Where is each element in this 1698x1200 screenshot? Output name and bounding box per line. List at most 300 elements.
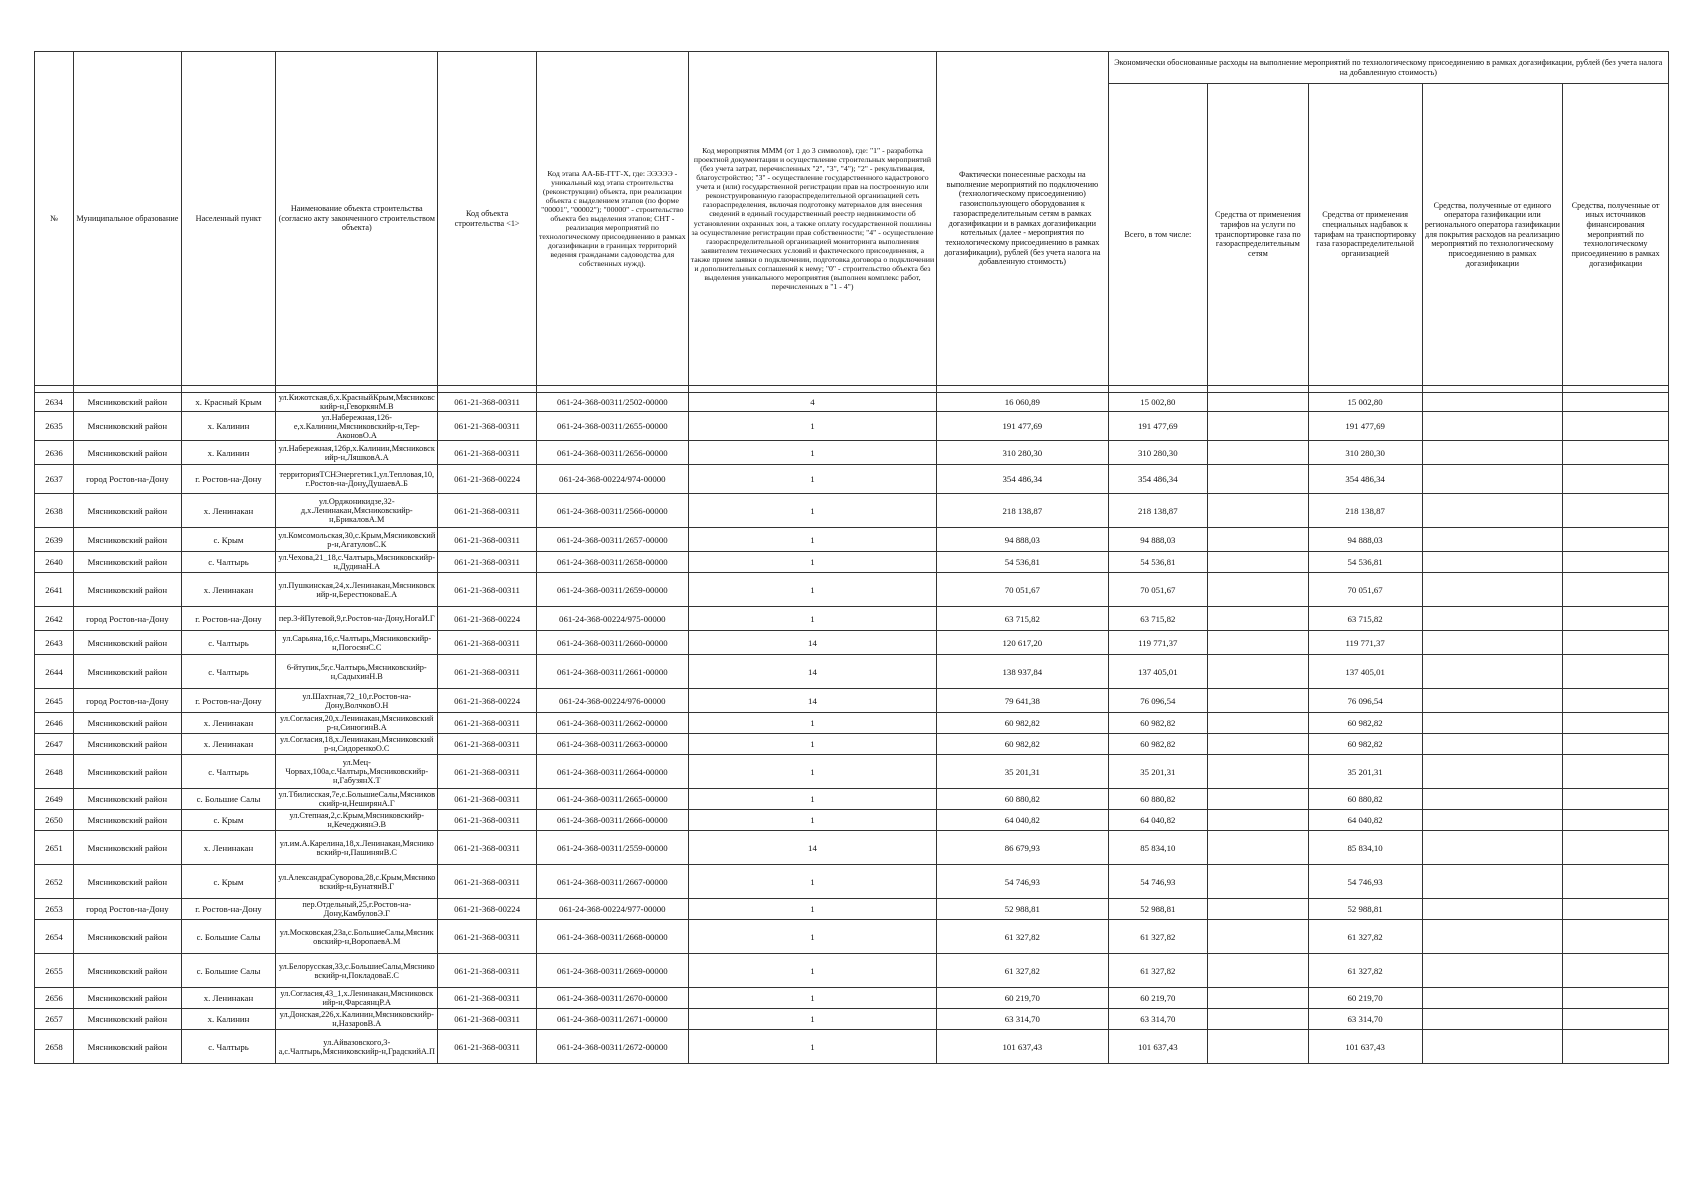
table-body	[35, 386, 1669, 1064]
cell-actual-costs: 191 477,69	[937, 412, 1108, 441]
cell-stage-code: 061-24-368-00224/977-00000	[536, 899, 688, 920]
table-row	[35, 810, 1669, 831]
cell-object-name: ул.Сарьяна,16,с.Чалтырь,Мясниковскийр-н,ПогосянС.С	[276, 631, 438, 655]
cell-other-funds	[1563, 899, 1669, 920]
cell-tariff-funds	[1208, 988, 1309, 1009]
cell-object-name: территорияТСНЭнергетик1,ул.Тепловая,10,г.Ростов-на-Дону,ДушаевА.Б	[276, 465, 438, 494]
cell-operator-funds	[1422, 1030, 1563, 1064]
cell-object-code: 061-21-368-00311	[438, 631, 537, 655]
cell-event-code: 1	[688, 412, 936, 441]
cell-operator-funds	[1422, 412, 1563, 441]
cell-stage-code: 061-24-368-00311/2663-00000	[536, 734, 688, 755]
table-row	[35, 789, 1669, 810]
cell-surcharge-funds: 54 536,81	[1308, 552, 1422, 573]
cell-total: 35 201,31	[1108, 755, 1208, 789]
table-row	[35, 713, 1669, 734]
dogasification-costs-table	[34, 51, 1669, 1064]
header-object-code: Код объекта строительства <1>	[438, 52, 537, 386]
table-row	[35, 631, 1669, 655]
cell-num: 2645	[35, 689, 74, 713]
cell-operator-funds	[1422, 607, 1563, 631]
table-row	[35, 607, 1669, 631]
cell-num: 2652	[35, 865, 74, 899]
cell-tariff-funds	[1208, 441, 1309, 465]
cell-operator-funds	[1422, 920, 1563, 954]
cell-total: 52 988,81	[1108, 899, 1208, 920]
cell-total: 15 002,80	[1108, 393, 1208, 412]
cell-total: 61 327,82	[1108, 954, 1208, 988]
cell-actual-costs: 310 280,30	[937, 441, 1108, 465]
table-row	[35, 1030, 1669, 1064]
cell-object-name: ул.Пушкинская,24,х.Ленинакан,Мясниковскийр-н,БерестюковаЕ.А	[276, 573, 438, 607]
cell-municipality: город Ростов-на-Дону	[74, 607, 182, 631]
cell-operator-funds	[1422, 689, 1563, 713]
cell-object-name: пер.Отдельный,25,г.Ростов-на-Дону,КамбуловЭ.Г	[276, 899, 438, 920]
cell-settlement: с. Чалтырь	[181, 755, 275, 789]
cell-total: 191 477,69	[1108, 412, 1208, 441]
cell-surcharge-funds: 60 219,70	[1308, 988, 1422, 1009]
table-row	[35, 920, 1669, 954]
header-total: Всего, в том числе:	[1108, 84, 1208, 386]
cell-settlement: х. Ленинакан	[181, 831, 275, 865]
cell-stage-code: 061-24-368-00224/974-00000	[536, 465, 688, 494]
cell-tariff-funds	[1208, 920, 1309, 954]
header-municipality: Муниципальное образование	[74, 52, 182, 386]
cell-settlement: с. Чалтырь	[181, 552, 275, 573]
cell-actual-costs: 86 679,93	[937, 831, 1108, 865]
cell-municipality: Мясниковский район	[74, 755, 182, 789]
cell-operator-funds	[1422, 810, 1563, 831]
header-tariff-funds: Средства от применения тарифов на услуги по транспортировке газа по газораспределительным сетям	[1208, 84, 1309, 386]
cell-municipality: Мясниковский район	[74, 631, 182, 655]
cell-stage-code: 061-24-368-00311/2666-00000	[536, 810, 688, 831]
cell-total: 61 327,82	[1108, 920, 1208, 954]
cell-event-code: 1	[688, 607, 936, 631]
cell-surcharge-funds: 85 834,10	[1308, 831, 1422, 865]
cell-operator-funds	[1422, 789, 1563, 810]
cell-stage-code: 061-24-368-00311/2657-00000	[536, 528, 688, 552]
cell-object-code: 061-21-368-00224	[438, 607, 537, 631]
cell-object-name: ул.Айвазовского,3-а,с.Чалтырь,Мясниковскийр-н,ГрадскийА.П	[276, 1030, 438, 1064]
header-other-funds: Средства, полученные от иных источников финансирования мероприятий по технологическому присоединению в рамках догазификации	[1563, 84, 1669, 386]
cell-object-code: 061-21-368-00311	[438, 988, 537, 1009]
cell-object-code: 061-21-368-00224	[438, 689, 537, 713]
cell-object-name: ул.Мец-Чорвах,100а,с.Чалтырь,Мясниковскийр-н,ГабузянХ.Т	[276, 755, 438, 789]
cell-num: 2634	[35, 393, 74, 412]
cell-operator-funds	[1422, 988, 1563, 1009]
cell-tariff-funds	[1208, 831, 1309, 865]
cell-num: 2643	[35, 631, 74, 655]
cell-event-code: 1	[688, 494, 936, 528]
cell-object-name: ул.Степная,2,с.Крым,Мясниковскийр-н,КечеджиянЭ.В	[276, 810, 438, 831]
cell-other-funds	[1563, 920, 1669, 954]
cell-surcharge-funds: 60 982,82	[1308, 734, 1422, 755]
cell-event-code: 1	[688, 810, 936, 831]
table-row	[35, 655, 1669, 689]
cell-tariff-funds	[1208, 789, 1309, 810]
cell-operator-funds	[1422, 755, 1563, 789]
cell-total: 60 219,70	[1108, 988, 1208, 1009]
header-operator-funds: Средства, полученные от единого оператора газификации или регионального оператора газификации для покрытия расходов на реализацию мероприятий по технологическому присоединению в рамках догазификации	[1422, 84, 1563, 386]
cell-object-code: 061-21-368-00311	[438, 494, 537, 528]
cell-other-funds	[1563, 734, 1669, 755]
header-economic-costs-group: Экономически обоснованные расходы на выполнение мероприятий по технологическому присоединению в рамках догазификации, рублей (без учета налога на добавленную стоимость)	[1108, 52, 1668, 84]
cell-other-funds	[1563, 713, 1669, 734]
cell-municipality: Мясниковский район	[74, 810, 182, 831]
cell-actual-costs: 60 982,82	[937, 734, 1108, 755]
cell-num: 2653	[35, 899, 74, 920]
cell-object-code: 061-21-368-00311	[438, 755, 537, 789]
cell-num: 2655	[35, 954, 74, 988]
cell-surcharge-funds: 63 715,82	[1308, 607, 1422, 631]
cell-total: 76 096,54	[1108, 689, 1208, 713]
cell-total: 119 771,37	[1108, 631, 1208, 655]
cell-surcharge-funds: 354 486,34	[1308, 465, 1422, 494]
cell-total: 137 405,01	[1108, 655, 1208, 689]
cell-actual-costs: 60 219,70	[937, 988, 1108, 1009]
cell-tariff-funds	[1208, 607, 1309, 631]
cell-stage-code: 061-24-368-00224/976-00000	[536, 689, 688, 713]
cell-operator-funds	[1422, 393, 1563, 412]
cell-municipality: Мясниковский район	[74, 573, 182, 607]
cell-event-code: 1	[688, 865, 936, 899]
cell-event-code: 1	[688, 552, 936, 573]
cell-other-funds	[1563, 631, 1669, 655]
table-row	[35, 1009, 1669, 1030]
cell-stage-code: 061-24-368-00311/2661-00000	[536, 655, 688, 689]
cell-other-funds	[1563, 954, 1669, 988]
cell-num: 2639	[35, 528, 74, 552]
cell-municipality: Мясниковский район	[74, 789, 182, 810]
cell-total: 60 982,82	[1108, 734, 1208, 755]
cell-municipality: Мясниковский район	[74, 954, 182, 988]
cell-operator-funds	[1422, 465, 1563, 494]
document-page	[34, 51, 1669, 1064]
cell-settlement: х. Ленинакан	[181, 988, 275, 1009]
cell-total: 70 051,67	[1108, 573, 1208, 607]
cell-settlement: х. Ленинакан	[181, 573, 275, 607]
cell-other-funds	[1563, 755, 1669, 789]
cell-object-name: ул.Московская,23а,с.БольшиеСалы,Мясниковскийр-н,ВоропаевА.М	[276, 920, 438, 954]
cell-settlement: с. Крым	[181, 810, 275, 831]
cell-operator-funds	[1422, 831, 1563, 865]
cell-object-code: 061-21-368-00311	[438, 412, 537, 441]
cell-operator-funds	[1422, 631, 1563, 655]
cell-total: 101 637,43	[1108, 1030, 1208, 1064]
cell-surcharge-funds: 76 096,54	[1308, 689, 1422, 713]
cell-tariff-funds	[1208, 734, 1309, 755]
cell-stage-code: 061-24-368-00311/2566-00000	[536, 494, 688, 528]
cell-operator-funds	[1422, 655, 1563, 689]
cell-settlement: с. Чалтырь	[181, 655, 275, 689]
cell-surcharge-funds: 310 280,30	[1308, 441, 1422, 465]
cell-municipality: Мясниковский район	[74, 865, 182, 899]
cell-other-funds	[1563, 573, 1669, 607]
cell-actual-costs: 63 314,70	[937, 1009, 1108, 1030]
cell-municipality: Мясниковский район	[74, 1030, 182, 1064]
cell-operator-funds	[1422, 494, 1563, 528]
cell-surcharge-funds: 35 201,31	[1308, 755, 1422, 789]
cell-settlement: с. Большие Салы	[181, 789, 275, 810]
cell-stage-code: 061-24-368-00311/2502-00000	[536, 393, 688, 412]
cell-municipality: Мясниковский район	[74, 734, 182, 755]
cell-municipality: Мясниковский район	[74, 713, 182, 734]
cell-tariff-funds	[1208, 954, 1309, 988]
cell-event-code: 14	[688, 831, 936, 865]
cell-total: 60 880,82	[1108, 789, 1208, 810]
cell-event-code: 1	[688, 441, 936, 465]
cell-other-funds	[1563, 1009, 1669, 1030]
cell-total: 218 138,87	[1108, 494, 1208, 528]
cell-other-funds	[1563, 1030, 1669, 1064]
cell-surcharge-funds: 15 002,80	[1308, 393, 1422, 412]
table-row	[35, 573, 1669, 607]
cell-num: 2640	[35, 552, 74, 573]
cell-object-code: 061-21-368-00311	[438, 1030, 537, 1064]
cell-surcharge-funds: 54 746,93	[1308, 865, 1422, 899]
cell-event-code: 14	[688, 631, 936, 655]
cell-surcharge-funds: 60 880,82	[1308, 789, 1422, 810]
cell-municipality: Мясниковский район	[74, 494, 182, 528]
cell-stage-code: 061-24-368-00224/975-00000	[536, 607, 688, 631]
cell-tariff-funds	[1208, 631, 1309, 655]
cell-other-funds	[1563, 831, 1669, 865]
cell-settlement: г. Ростов-на-Дону	[181, 899, 275, 920]
cell-total: 354 486,34	[1108, 465, 1208, 494]
cell-municipality: город Ростов-на-Дону	[74, 465, 182, 494]
cell-settlement: с. Крым	[181, 528, 275, 552]
cell-event-code: 1	[688, 713, 936, 734]
cell-operator-funds	[1422, 713, 1563, 734]
cell-num: 2651	[35, 831, 74, 865]
cell-actual-costs: 54 536,81	[937, 552, 1108, 573]
cell-municipality: Мясниковский район	[74, 920, 182, 954]
cell-surcharge-funds: 61 327,82	[1308, 954, 1422, 988]
header-actual-costs: Фактически понесенные расходы на выполнение мероприятий по подключению (технологическому присоединению) газоиспользующего оборудования к газораспределительным сетям в рамках догазификации и в рамках догазификации котельных (далее - мероприятия по технологическому присоединению в рамках догазификации), рублей (без учета налога на добавленную стоимость)	[937, 52, 1108, 386]
cell-municipality: Мясниковский район	[74, 441, 182, 465]
cell-tariff-funds	[1208, 655, 1309, 689]
header-stage-code: Код этапа АА-ББ-ГГГ-Х, где: ЭЭЭЭЭ - уникальный код этапа строительства (реконструкции) объекта, при реализации объекта с выделением этапов (по форме "00001", "00002"); "00000" - строительство объекта без выделения этапов; СНТ - реализация мероприятий по технологическому присоединению в рамках догазификации в границах территорий ведения гражданами садоводства для собственных нужд).	[536, 52, 688, 386]
cell-municipality: Мясниковский район	[74, 552, 182, 573]
cell-num: 2641	[35, 573, 74, 607]
cell-surcharge-funds: 101 637,43	[1308, 1030, 1422, 1064]
cell-tariff-funds	[1208, 1030, 1309, 1064]
cell-settlement: х. Ленинакан	[181, 734, 275, 755]
table-row	[35, 441, 1669, 465]
cell-total: 310 280,30	[1108, 441, 1208, 465]
cell-surcharge-funds: 64 040,82	[1308, 810, 1422, 831]
cell-object-name: пер.3-йПутевой,9,г.Ростов-на-Дону,НогаИ.Г	[276, 607, 438, 631]
cell-object-name: ул.Орджоникидзе,32-д,х.Ленинакан,Мясниковскийр-н,БрикаловА.М	[276, 494, 438, 528]
cell-event-code: 4	[688, 393, 936, 412]
cell-object-code: 061-21-368-00311	[438, 954, 537, 988]
cell-stage-code: 061-24-368-00311/2559-00000	[536, 831, 688, 865]
cell-tariff-funds	[1208, 865, 1309, 899]
cell-surcharge-funds: 61 327,82	[1308, 920, 1422, 954]
header-surcharge-funds: Средства от применения специальных надбавок к тарифам на транспортировку газа газораспределительной организацией	[1308, 84, 1422, 386]
cell-event-code: 14	[688, 689, 936, 713]
cell-object-code: 061-21-368-00311	[438, 713, 537, 734]
cell-other-funds	[1563, 810, 1669, 831]
cell-num: 2638	[35, 494, 74, 528]
cell-object-name: ул.Тбилисская,7е,с.БольшиеСалы,Мясниковскийр-н,НеширянА.Г	[276, 789, 438, 810]
cell-total: 54 536,81	[1108, 552, 1208, 573]
cell-operator-funds	[1422, 899, 1563, 920]
cell-settlement: с. Большие Салы	[181, 920, 275, 954]
cell-num: 2635	[35, 412, 74, 441]
cell-event-code: 1	[688, 755, 936, 789]
cell-object-code: 061-21-368-00311	[438, 393, 537, 412]
header-settlement: Населенный пункт	[181, 52, 275, 386]
cell-stage-code: 061-24-368-00311/2665-00000	[536, 789, 688, 810]
cell-stage-code: 061-24-368-00311/2662-00000	[536, 713, 688, 734]
cell-tariff-funds	[1208, 573, 1309, 607]
cell-object-code: 061-21-368-00311	[438, 920, 537, 954]
cell-settlement: х. Калинин	[181, 412, 275, 441]
cell-settlement: х. Калинин	[181, 1009, 275, 1030]
cell-event-code: 1	[688, 954, 936, 988]
cell-settlement: х. Ленинакан	[181, 494, 275, 528]
cell-event-code: 1	[688, 528, 936, 552]
table-row	[35, 988, 1669, 1009]
table-header	[35, 52, 1669, 386]
cell-object-code: 061-21-368-00311	[438, 1009, 537, 1030]
cell-stage-code: 061-24-368-00311/2672-00000	[536, 1030, 688, 1064]
cell-actual-costs: 54 746,93	[937, 865, 1108, 899]
cell-object-name: ул.Набережная,126р,х.Калинин,Мясниковскийр-н,ЛяшковА.А	[276, 441, 438, 465]
cell-actual-costs: 60 982,82	[937, 713, 1108, 734]
cell-stage-code: 061-24-368-00311/2659-00000	[536, 573, 688, 607]
cell-municipality: Мясниковский район	[74, 393, 182, 412]
cell-other-funds	[1563, 441, 1669, 465]
cell-other-funds	[1563, 607, 1669, 631]
cell-settlement: г. Ростов-на-Дону	[181, 689, 275, 713]
cell-stage-code: 061-24-368-00311/2669-00000	[536, 954, 688, 988]
cell-total: 63 715,82	[1108, 607, 1208, 631]
cell-event-code: 1	[688, 899, 936, 920]
cell-actual-costs: 52 988,81	[937, 899, 1108, 920]
table-row	[35, 899, 1669, 920]
cell-other-funds	[1563, 988, 1669, 1009]
cell-surcharge-funds: 119 771,37	[1308, 631, 1422, 655]
cell-stage-code: 061-24-368-00311/2667-00000	[536, 865, 688, 899]
cell-actual-costs: 16 060,89	[937, 393, 1108, 412]
cell-stage-code: 061-24-368-00311/2658-00000	[536, 552, 688, 573]
cell-num: 2648	[35, 755, 74, 789]
cell-municipality: Мясниковский район	[74, 831, 182, 865]
cell-other-funds	[1563, 393, 1669, 412]
cell-actual-costs: 354 486,34	[937, 465, 1108, 494]
cell-num: 2650	[35, 810, 74, 831]
cell-settlement: х. Красный Крым	[181, 393, 275, 412]
cell-object-name: ул.Набережная,126-е,х.Калинин,Мясниковскийр-н,Тер-АконовО.А	[276, 412, 438, 441]
cell-other-funds	[1563, 689, 1669, 713]
cell-object-name: ул.АлександраСуворова,28,с.Крым,Мясниковскийр-н,БунатянВ.Г	[276, 865, 438, 899]
cell-municipality: Мясниковский район	[74, 412, 182, 441]
cell-other-funds	[1563, 789, 1669, 810]
table-row	[35, 831, 1669, 865]
cell-surcharge-funds: 191 477,69	[1308, 412, 1422, 441]
cell-num: 2637	[35, 465, 74, 494]
cell-municipality: город Ростов-на-Дону	[74, 899, 182, 920]
header-object-name: Наименование объекта строительства (согласно акту законченного строительством объекта)	[276, 52, 438, 386]
cell-settlement: х. Калинин	[181, 441, 275, 465]
table-row	[35, 528, 1669, 552]
cell-other-funds	[1563, 552, 1669, 573]
cell-num: 2654	[35, 920, 74, 954]
cell-municipality: город Ростов-на-Дону	[74, 689, 182, 713]
cell-other-funds	[1563, 865, 1669, 899]
cell-stage-code: 061-24-368-00311/2656-00000	[536, 441, 688, 465]
cell-num: 2649	[35, 789, 74, 810]
cell-tariff-funds	[1208, 528, 1309, 552]
cell-object-code: 061-21-368-00311	[438, 528, 537, 552]
cell-operator-funds	[1422, 552, 1563, 573]
cell-actual-costs: 101 637,43	[937, 1030, 1108, 1064]
header-event-code: Код мероприятия МММ (от 1 до 3 символов), где: "1" - разработка проектной документации и осуществление строительных мероприятий (без учета затрат, перечисленных "2", "3", "4"); "2" - рекультивация, благоустройство; "3" - осуществление государственного кадастрового учета и (или) государственной регистрации прав на построенную или реконструированную газораспределительной организацией сеть газораспределения, включая подготовку материалов для внесения сведений в единый государственный реестр недвижимости об установлении охранных зон, а также оплату государственной пошлины за осуществление регистрации прав собственности; "4" - осуществление газораспределительной организацией мониторинга выполнения заявителем технических условий и фактического присоединения, а также прием заявки о подключении, подготовка договора о подключении и дополнительных соглашений к нему; "0" - строительство объекта без выделения уникального мероприятия (выполнен комплекс работ, перечисленных в "1 - 4")	[688, 52, 936, 386]
cell-surcharge-funds: 70 051,67	[1308, 573, 1422, 607]
cell-object-name: ул.Шахтная,72_10,г.Ростов-на-Дону,ВолчковО.Н	[276, 689, 438, 713]
cell-actual-costs: 61 327,82	[937, 920, 1108, 954]
table-row	[35, 755, 1669, 789]
cell-object-code: 061-21-368-00311	[438, 552, 537, 573]
cell-surcharge-funds: 63 314,70	[1308, 1009, 1422, 1030]
cell-total: 63 314,70	[1108, 1009, 1208, 1030]
cell-num: 2656	[35, 988, 74, 1009]
cell-operator-funds	[1422, 573, 1563, 607]
cell-event-code: 14	[688, 655, 936, 689]
cell-event-code: 1	[688, 988, 936, 1009]
cell-object-code: 061-21-368-00311	[438, 810, 537, 831]
table-row	[35, 465, 1669, 494]
cell-tariff-funds	[1208, 755, 1309, 789]
cell-num: 2636	[35, 441, 74, 465]
cell-object-code: 061-21-368-00311	[438, 734, 537, 755]
cell-total: 64 040,82	[1108, 810, 1208, 831]
cell-tariff-funds	[1208, 1009, 1309, 1030]
cell-object-name: ул.Чехова,21_18,с.Чалтырь,Мясниковскийр-н,ДудинаН.А	[276, 552, 438, 573]
cell-actual-costs: 94 888,03	[937, 528, 1108, 552]
cell-operator-funds	[1422, 441, 1563, 465]
cell-object-name: ул.Белорусская,33,с.БольшиеСалы,Мясниковскийр-н,ПокладоваЕ.С	[276, 954, 438, 988]
cell-actual-costs: 35 201,31	[937, 755, 1108, 789]
cell-object-code: 061-21-368-00224	[438, 465, 537, 494]
cell-event-code: 1	[688, 1009, 936, 1030]
cell-actual-costs: 120 617,20	[937, 631, 1108, 655]
cell-object-name: ул.Кижотская,6,х.КрасныйКрым,Мясниковскийр-н,ГеворкянМ.В	[276, 393, 438, 412]
cell-settlement: с. Большие Салы	[181, 954, 275, 988]
cell-surcharge-funds: 52 988,81	[1308, 899, 1422, 920]
cell-object-name: ул.Комсомольская,30,с.Крым,Мясниковскийр-н,АгатуловС.К	[276, 528, 438, 552]
header-num: №	[35, 52, 74, 386]
cell-municipality: Мясниковский район	[74, 528, 182, 552]
cell-object-code: 061-21-368-00224	[438, 899, 537, 920]
cell-stage-code: 061-24-368-00311/2671-00000	[536, 1009, 688, 1030]
cell-object-code: 061-21-368-00311	[438, 865, 537, 899]
table-row	[35, 865, 1669, 899]
cell-surcharge-funds: 137 405,01	[1308, 655, 1422, 689]
cell-actual-costs: 79 641,38	[937, 689, 1108, 713]
cell-municipality: Мясниковский район	[74, 655, 182, 689]
cell-object-name: ул.Согласия,18,х.Ленинакан,Мясниковскийр-н,СидоренкоО.С	[276, 734, 438, 755]
table-row	[35, 393, 1669, 412]
cell-settlement: г. Ростов-на-Дону	[181, 607, 275, 631]
cell-event-code: 1	[688, 1030, 936, 1064]
header-spacer-row	[35, 386, 1669, 393]
cell-event-code: 1	[688, 920, 936, 954]
cell-actual-costs: 61 327,82	[937, 954, 1108, 988]
cell-object-name: 6-йтупик,5г,с.Чалтырь,Мясниковскийр-н,СадыхинН.В	[276, 655, 438, 689]
